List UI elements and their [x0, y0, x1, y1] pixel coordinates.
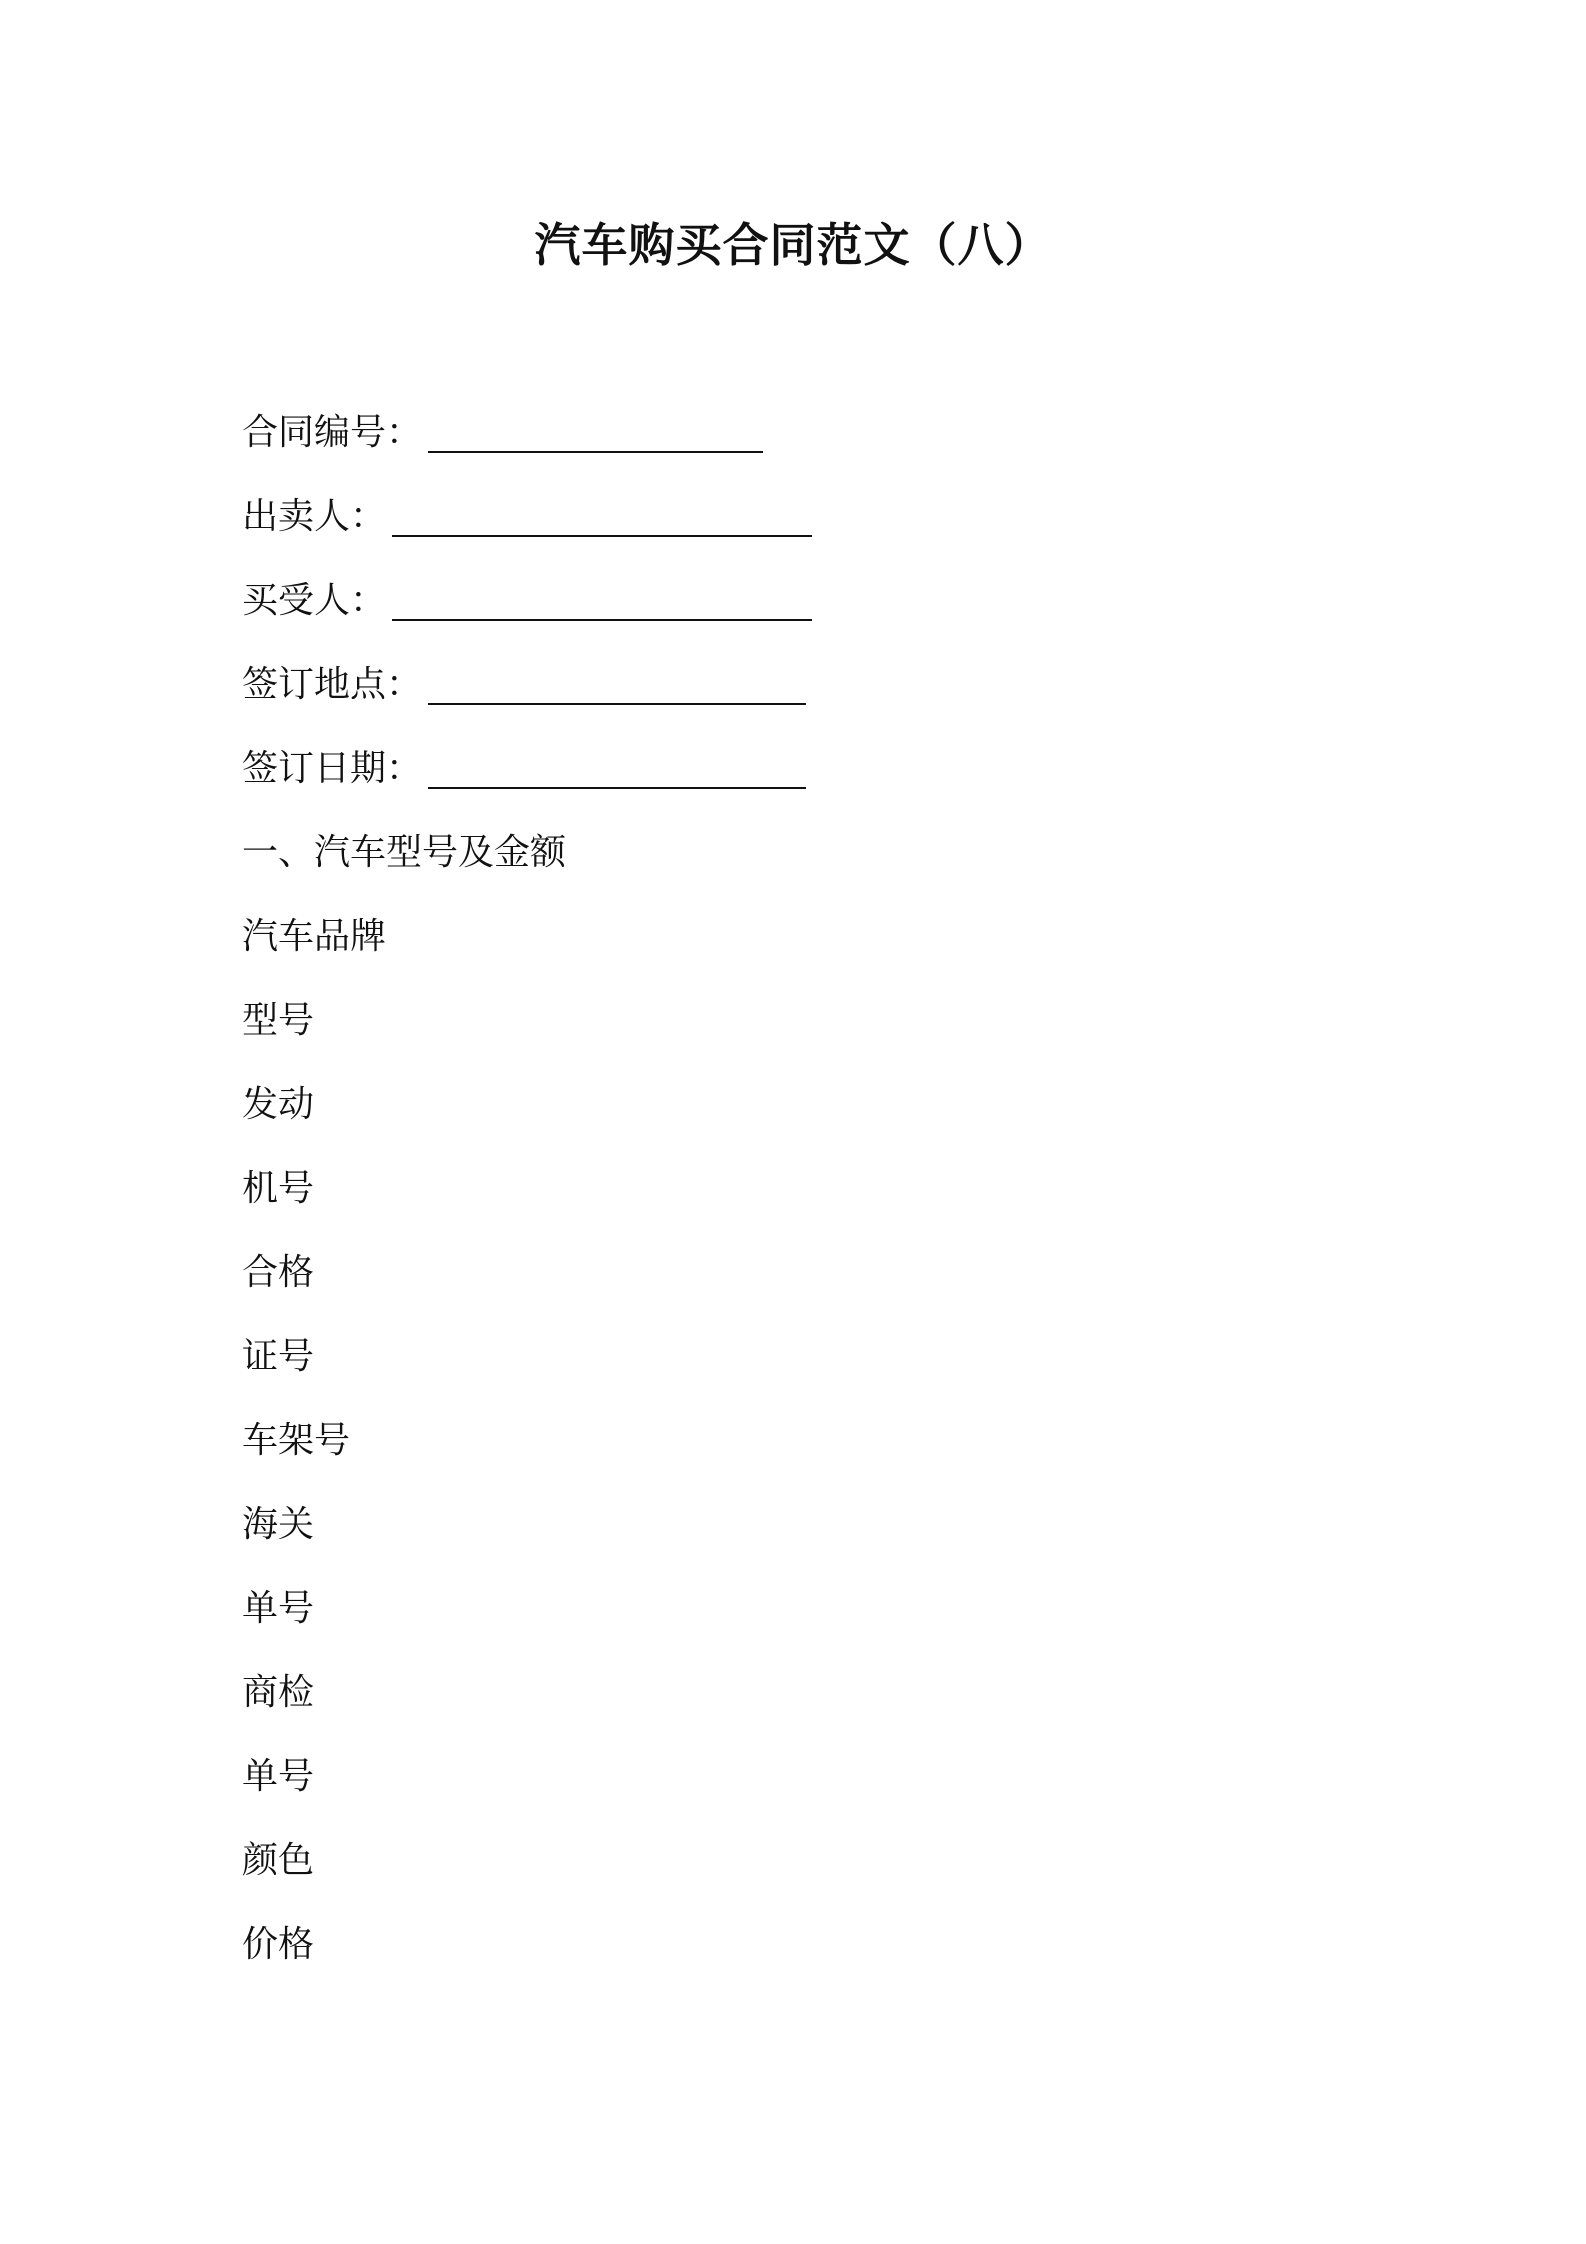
list-item-certificate: 合格 — [242, 1252, 315, 1293]
list-item-certificate-number: 证号 — [242, 1336, 315, 1377]
list-item-brand: 汽车品牌 — [242, 916, 387, 957]
field-contract-number — [242, 405, 1392, 489]
field-label-signing-place: 签订地点： — [242, 664, 423, 705]
list-item-color: 颜色 — [242, 1840, 315, 1881]
list-item-engine: 发动 — [242, 1084, 315, 1125]
blank-line-signing-place — [428, 657, 806, 705]
blank-line-buyer — [392, 573, 812, 621]
list-item-frame-number: 车架号 — [242, 1420, 351, 1461]
list-item-price: 价格 — [242, 1924, 315, 1965]
field-buyer — [242, 573, 1392, 657]
list-item-engine-number: 机号 — [242, 1168, 315, 1209]
list-item-inspection-number: 单号 — [242, 1756, 315, 1797]
section-heading: 一、汽车型号及金额 — [242, 832, 567, 873]
blank-line-contract-number — [428, 405, 763, 453]
list-item-customs: 海关 — [242, 1504, 315, 1545]
blank-line-signing-date — [428, 741, 806, 789]
document-title: 汽车购买合同范文（八） — [534, 218, 1052, 272]
document-body — [242, 405, 1392, 2001]
field-signing-date — [242, 741, 1392, 825]
blank-line-seller — [392, 489, 812, 537]
list-item-inspection: 商检 — [242, 1672, 315, 1713]
field-label-buyer: 买受人： — [242, 580, 387, 621]
field-label-signing-date: 签订日期： — [242, 748, 423, 789]
list-item-customs-number: 单号 — [242, 1588, 315, 1629]
list-item-model: 型号 — [242, 1000, 315, 1041]
field-label-contract-number: 合同编号： — [242, 412, 423, 453]
field-signing-place — [242, 657, 1392, 741]
field-seller — [242, 489, 1392, 573]
field-label-seller: 出卖人： — [242, 496, 387, 537]
